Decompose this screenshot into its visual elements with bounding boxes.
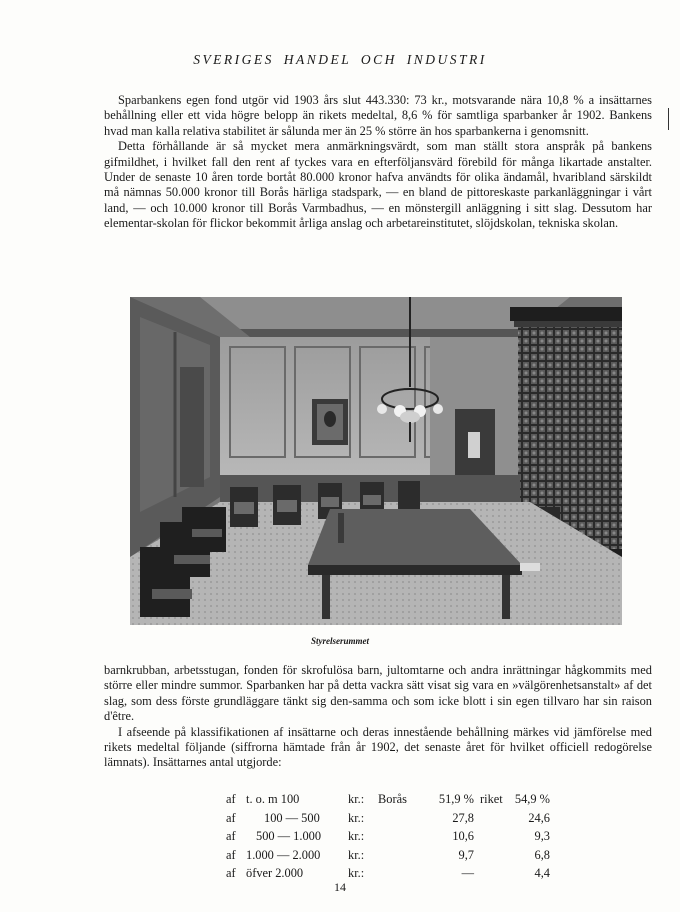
boras-label xyxy=(378,809,424,828)
page-number: 14 xyxy=(334,880,346,894)
stat-row xyxy=(226,809,556,828)
amount-range: 1.000 — 2.000 xyxy=(246,847,321,862)
stat-row xyxy=(226,827,556,846)
unit: kr.: xyxy=(348,847,365,862)
margin-mark xyxy=(668,108,669,130)
unit: kr.: xyxy=(348,829,365,844)
unit: kr.: xyxy=(348,810,365,825)
boardroom-illustration xyxy=(130,297,622,625)
boras-value: 9,7 xyxy=(458,847,474,862)
unit: kr.: xyxy=(348,866,365,881)
riket-value: 9,3 xyxy=(534,829,550,844)
row-prefix: af xyxy=(226,810,236,825)
bottom-text-block xyxy=(104,663,652,771)
riket-value: 6,8 xyxy=(534,847,550,862)
boras-label: Borås xyxy=(378,792,407,806)
amount-range: öfver 2.000 xyxy=(246,866,304,881)
riket-label xyxy=(480,809,510,828)
paragraph: Sparbankens egen fond utgör vid 1903 års slut 443.330: 73 kr., motsvarande nära 10,8 % a insättarnes behållning eller ett vida högre belopp än rikets medeltal, 8,6 % för samtliga sparbanker år 1902. Bankens hvad man kalla relativa stabilitet är sålunda mer än 25 % större än hos sparbankerna i genomsnitt. xyxy=(104,93,652,138)
riket-value: 4,4 xyxy=(534,866,550,881)
boras-value: — xyxy=(461,866,474,881)
row-prefix: af xyxy=(226,866,236,881)
figure-caption: Styrelserummet xyxy=(311,636,369,646)
boras-label xyxy=(378,846,424,865)
unit: kr.: xyxy=(348,792,365,806)
row-prefix: af xyxy=(226,847,236,862)
top-text-block xyxy=(104,93,652,232)
amount-range: 100 — 500 xyxy=(264,810,320,825)
riket-label: riket xyxy=(480,792,503,806)
paragraph: I afseende på klassifikationen af insättarne och deras innestående behållning märkes vid jämförelse med rikets medeltal följande (siffrorna hämtade från år 1902, det senaste året för hvilket officiell redogörelse lämnats). Insättarnes antal utgjorde: xyxy=(104,724,652,770)
riket-value: 54,9 % xyxy=(514,792,550,806)
stat-row xyxy=(226,790,556,809)
running-header: SVERIGES HANDEL OCH INDUSTRI xyxy=(193,52,487,67)
row-prefix: af xyxy=(226,792,236,806)
amount-range: t. o. m 100 xyxy=(246,792,300,806)
paragraph: Detta förhållande är så mycket mera anmärkningsvärdt, som man ställt stora anspråk på bankens gifmildhet, i hvilket fall den rent af tyckes vara en efterföljansvärd förebild för många likartade anstalter. Under de senaste 10 åren torde bortåt 80.000 kronor hafva användts för olika ändamål, hvaribland särskildt må nämnas 50.000 kronor till Borås härliga stadspark, — en bland de pittoreskaste parkanläggningar i vårt land, — och 10.000 kronor till Borås Varmbadhus, — en mönstergill anläggning i sitt slag. Dessutom har elementar-skolan för flickor bekommit årliga anslag och arbetareinstitutet, slöjdskolan, tekniska skolan. xyxy=(104,139,652,231)
paragraph: barnkrubban, arbetsstugan, fonden för skrofulösa barn, jultomtarne och andra inrättningar hågkommits med större eller mindre summor. Sparbanken har på detta vackra sätt visat sig vara en »välgörenhetsanstalt» af det slag, som dess förste grundläggare tänkt sig den-samma och som icke blott i sin egen tillvaro har sin raison d'être. xyxy=(104,663,652,724)
boras-label xyxy=(378,827,424,846)
riket-label xyxy=(480,827,510,846)
stat-row xyxy=(226,846,556,865)
riket-label xyxy=(480,846,510,865)
row-prefix: af xyxy=(226,829,236,844)
boras-value: 27,8 xyxy=(452,810,474,825)
riket-value: 24,6 xyxy=(528,810,550,825)
depositor-statistics xyxy=(226,790,556,883)
amount-range: 500 — 1.000 xyxy=(256,829,322,844)
boardroom-photo xyxy=(130,297,622,625)
boras-value: 10,6 xyxy=(452,829,474,844)
boras-value: 51,9 % xyxy=(438,792,474,806)
